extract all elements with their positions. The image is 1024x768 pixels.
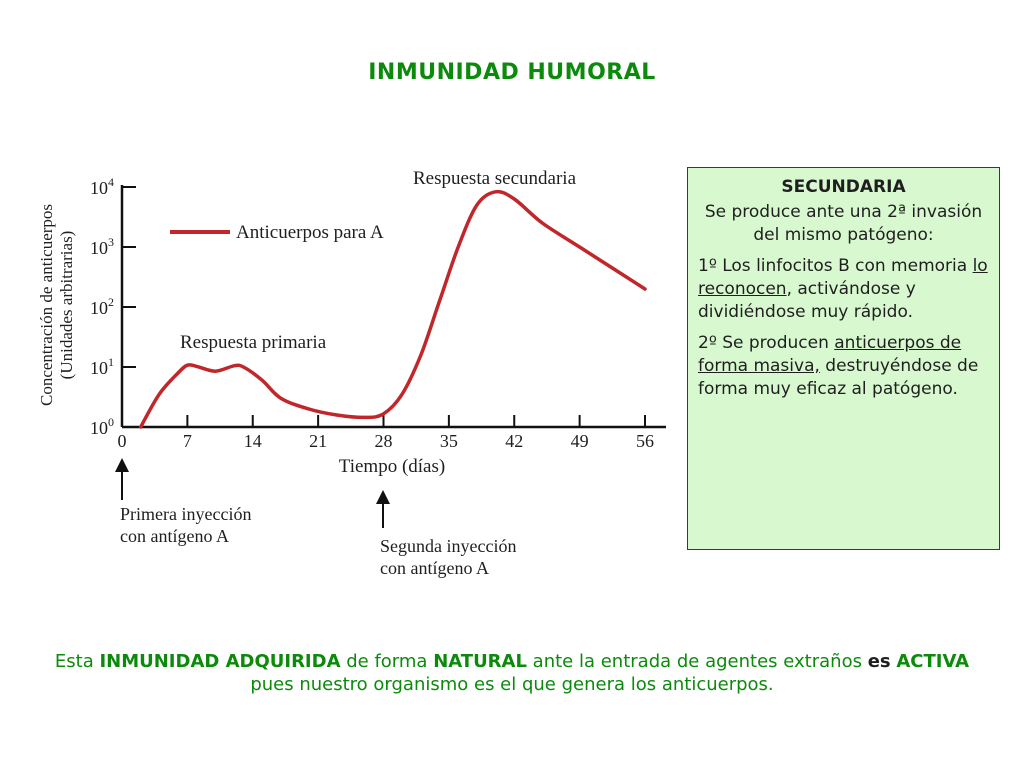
point2-text-a: 2º Se producen <box>698 332 835 353</box>
y-tick-label: $10^2$ <box>90 295 114 318</box>
x-tick-label: 7 <box>182 431 192 451</box>
footer-note <box>40 650 984 697</box>
y-tick-label: $10^3$ <box>90 235 114 258</box>
point1-text-a: 1º Los linfocitos B con memoria <box>698 255 973 276</box>
footer-natural: NATURAL <box>433 651 527 672</box>
first-injection-arrow <box>115 458 129 500</box>
y-axis-label-line2: (Unidades arbitrarias) <box>57 230 76 380</box>
x-tick-label: 21 <box>309 431 328 451</box>
info-box-intro: Se produce ante una 2ª invasión del mismo patógeno: <box>704 201 983 245</box>
x-tick-label: 42 <box>505 431 524 451</box>
point1-text-c: , activándose y dividiéndose muy rápido. <box>698 278 916 322</box>
first-injection-label-line1: Primera inyección <box>120 504 252 524</box>
y-tick-label: $10^4$ <box>90 175 114 198</box>
annotation-primary-response: Respuesta primaria <box>180 332 327 353</box>
info-box-point-1 <box>698 255 989 324</box>
footer-t1: Esta <box>54 651 100 672</box>
legend-label: Anticuerpos para A <box>236 222 384 243</box>
y-axis-label-line1: Concentración de anticuerpos <box>37 203 56 407</box>
y-tick-label: $10^1$ <box>90 355 114 378</box>
x-axis-label: Tiempo (días) <box>338 456 446 477</box>
series-line-anticuerpos-a <box>141 192 645 427</box>
footer-es: es <box>867 651 891 672</box>
second-injection-label-line2: con antígeno A <box>380 558 489 578</box>
footer-activa: ACTIVA <box>896 651 970 672</box>
x-tick-label: 56 <box>636 431 654 451</box>
x-tick-label: 35 <box>439 431 458 451</box>
point2-text-c: destruyéndose de forma muy eficaz al patógeno. <box>698 355 979 399</box>
x-tick-label: 14 <box>243 431 262 451</box>
footer-t9: pues nuestro organismo es el que genera los anticuerpos. <box>250 674 774 696</box>
x-tick-label: 0 <box>117 431 127 451</box>
first-injection-label-line2: con antígeno A <box>120 526 229 546</box>
footer-t3: de forma <box>340 651 434 672</box>
info-box-secundaria <box>687 167 1000 550</box>
footer-t5: ante la entrada de agentes extraños <box>526 651 868 672</box>
footer-inmunidad-adquirida: INMUNIDAD ADQUIRIDA <box>99 651 341 672</box>
info-box-title: SECUNDARIA <box>781 177 906 197</box>
slide-title: INMUNIDAD HUMORAL <box>368 60 656 85</box>
x-tick-label: 49 <box>570 431 589 451</box>
info-box-point-2 <box>698 332 989 401</box>
point2-text-underlined: anticuerpos de forma masiva, <box>698 332 962 376</box>
y-tick-label: $10^0$ <box>90 415 114 438</box>
point1-text-underlined: lo reconocen <box>698 255 988 299</box>
second-injection-label-line1: Segunda inyección <box>380 536 517 556</box>
x-tick-label: 28 <box>374 431 393 451</box>
annotation-secondary-response: Respuesta secundaria <box>413 168 577 189</box>
second-injection-arrow <box>376 490 390 528</box>
